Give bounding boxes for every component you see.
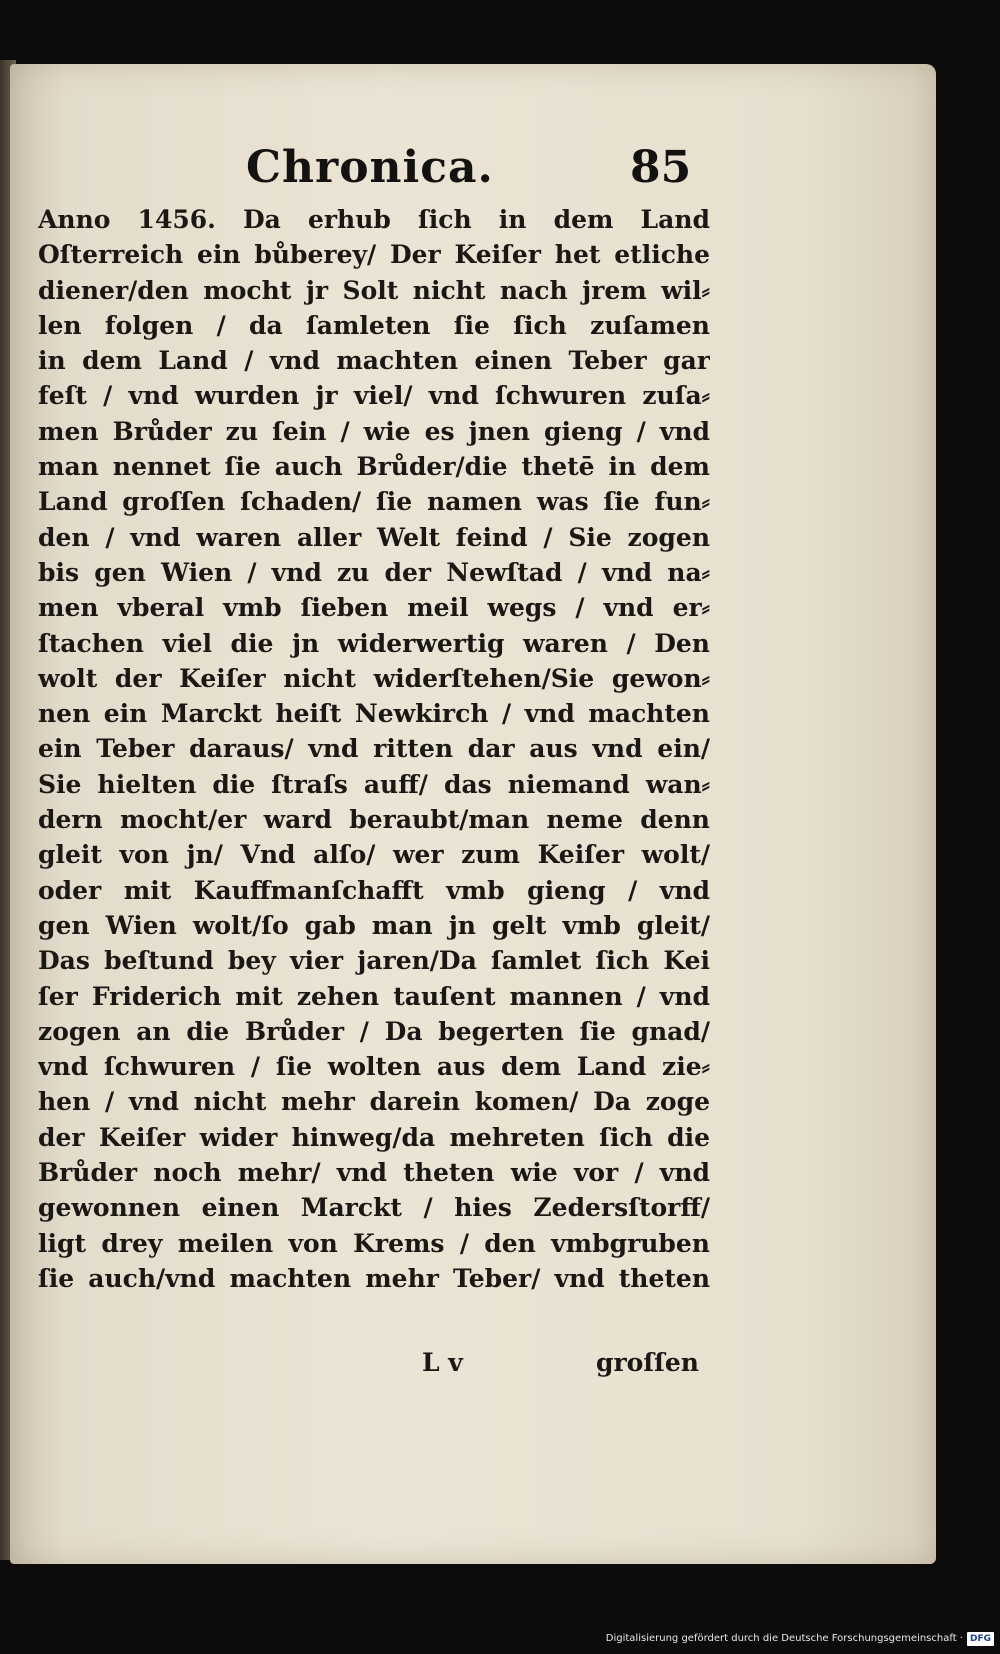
dfg-logo: DFG xyxy=(967,1632,994,1646)
catch-line xyxy=(10,1348,936,1388)
text-line: Anno 1456. Da erhub ſich in dem Land xyxy=(38,205,710,234)
text-line: ſtachen viel die jn widerwertig waren / Den xyxy=(38,628,710,658)
text-line: men vberal vmb ſieben meil wegs / vnd er⸗ xyxy=(38,593,710,623)
text-line: Brůder noch mehr/ vnd theten wie vor / vnd xyxy=(38,1158,710,1188)
text-block xyxy=(38,202,710,1296)
text-line: in dem Land / vnd machten einen Teber gar xyxy=(38,346,710,376)
page-title: Chronica. xyxy=(246,142,494,193)
digitization-credit xyxy=(606,1628,994,1650)
text-line: Oſterreich ein bůberey/ Der Keiſer het etliche xyxy=(38,240,710,270)
text-line: len folgen / da ſamleten ſie ſich zuſamen xyxy=(38,310,710,340)
text-line: man nennet ſie auch Brůder/die thetē in dem xyxy=(38,452,710,482)
text-line: feſt / vnd wurden jr viel/ vnd ſchwuren zuſa⸗ xyxy=(38,381,710,411)
page-number: 85 xyxy=(630,142,692,193)
text-line: vnd ſchwuren / ſie wolten aus dem Land zie⸗ xyxy=(38,1052,710,1082)
text-line: nen ein Marckt heiſt Newkirch / vnd machten xyxy=(38,699,710,729)
text-line: ſie auch/vnd machten mehr Teber/ vnd theten xyxy=(38,1263,710,1293)
text-line: zogen an die Brůder / Da begerten ſie gnad/ xyxy=(38,1016,710,1046)
text-line: Das beſtund bey vier jaren/Da ſamlet ſich Kei xyxy=(38,946,710,976)
text-line: diener/den mocht jr Solt nicht nach jrem wil⸗ xyxy=(38,275,710,305)
text-line: gleit von jn/ Vnd alſo/ wer zum Keiſer wolt/ xyxy=(38,840,710,870)
text-line: Sie hielten die ſtraſs auff/ das niemand wan⸗ xyxy=(38,769,710,799)
text-line: men Brůder zu ſein / wie es jnen gieng / vnd xyxy=(38,416,710,446)
text-line: ligt drey meilen von Krems / den vmbgruben xyxy=(38,1228,710,1258)
catchword: groſſen xyxy=(596,1348,699,1377)
text-line: den / vnd waren aller Welt feind / Sie zogen xyxy=(38,522,710,552)
book-page xyxy=(10,64,936,1564)
text-line: gen Wien wolt/ſo gab man jn gelt vmb gleit/ xyxy=(38,910,710,940)
text-line: der Keiſer wider hinweg/da mehreten ſich die xyxy=(38,1122,710,1152)
running-head xyxy=(10,142,936,202)
text-line: dern mocht/er ward beraubt/man neme denn xyxy=(38,805,710,835)
text-line: Land groſſen ſchaden/ ſie namen was ſie fun⸗ xyxy=(38,487,710,517)
text-line: ein Teber daraus/ vnd ritten dar aus vnd ein/ xyxy=(38,734,710,764)
text-line: hen / vnd nicht mehr darein komen/ Da zoge xyxy=(38,1087,710,1117)
signature-mark: L v xyxy=(422,1348,463,1377)
text-line: oder mit Kauffmanſchafft vmb gieng / vnd xyxy=(38,875,710,905)
text-line: bis gen Wien / vnd zu der Newſtad / vnd na⸗ xyxy=(38,557,710,587)
text-line: ſer Friderich mit zehen tauſent mannen / vnd xyxy=(38,981,710,1011)
text-line: gewonnen einen Marckt / hies Zedersſtorff/ xyxy=(38,1193,710,1223)
credit-text: Digitalisierung gefördert durch die Deutsche Forschungsgemeinschaft · xyxy=(605,1633,963,1644)
text-line: wolt der Keiſer nicht widerſtehen/Sie gewon⸗ xyxy=(38,663,710,693)
